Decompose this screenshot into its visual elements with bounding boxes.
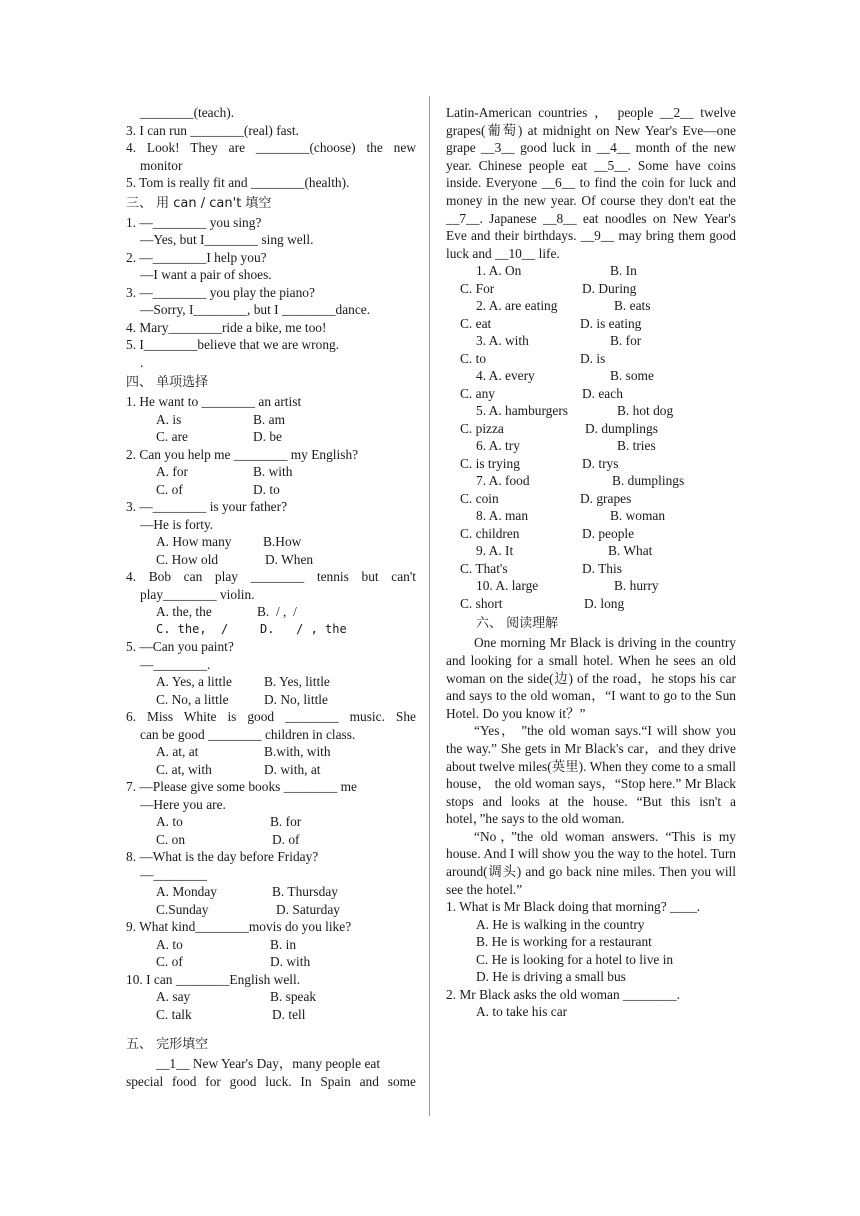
option-row: [126, 691, 416, 709]
option-a: 4. A. every: [476, 368, 535, 384]
option-a: A. to: [156, 936, 183, 952]
text-line: play________ violin.: [140, 586, 255, 602]
option-a: C. any: [460, 385, 495, 401]
option-row: [446, 437, 736, 455]
option-row: [126, 463, 416, 481]
text-line: 8. —What is the day before Friday?: [126, 849, 319, 864]
option-b: B. with: [253, 464, 293, 479]
option-row: [446, 315, 736, 333]
option-a: A. to: [156, 814, 183, 829]
option-row: [126, 411, 416, 429]
option-a: C. coin: [460, 490, 499, 506]
option-a: C.Sunday: [156, 901, 209, 917]
option-row: [126, 481, 416, 499]
option-row: [446, 280, 736, 298]
option-a: C. No, a little: [156, 691, 229, 707]
left-column: [126, 104, 416, 1090]
option-row: [446, 455, 736, 473]
text-line: 5. I________believe that we are wrong.: [126, 337, 340, 352]
text-line: B. He is working for a restaurant: [476, 934, 652, 950]
text-line: 4. Look! They are ________(choose) the new: [126, 140, 416, 155]
text-line: A. to take his car: [476, 1004, 568, 1020]
text-line: 1. He want to ________ an artist: [126, 394, 302, 409]
option-b: B. woman: [610, 508, 666, 524]
text-line: C. He is looking for a hotel to live in: [476, 951, 674, 967]
text-line: A. He is walking in the country: [476, 916, 645, 932]
text-line: __1__ New Year's Day，many people eat: [156, 1056, 381, 1071]
option-a: C. the, /: [156, 621, 229, 636]
text-line: 4. Bob can play ________ tennis but can't: [126, 569, 416, 584]
option-a: A. say: [156, 989, 191, 1004]
right-column: [446, 104, 736, 1021]
option-b: D. to: [253, 481, 280, 497]
option-a: A. Monday: [156, 884, 217, 899]
option-a: A. for: [156, 464, 188, 479]
passage-paragraph: “Yes， ”the old woman says.“I will show you the way.” She gets in Mr Black's car，and they drive about twelve miles(英里). When they come to a small house， the old woman says，“Stop here.” Mr Black stops and looks at the house. “But this isn't a hotel，”he says to the old woman.: [446, 723, 736, 827]
option-row: [126, 988, 416, 1006]
option-b: B. am: [253, 411, 285, 427]
option-row: [126, 673, 416, 691]
option-row: [126, 603, 416, 621]
text-line: 5. —Can you paint?: [126, 639, 234, 654]
text-line: 7. —Please give some books ________ me: [126, 779, 357, 794]
option-row: [446, 560, 736, 578]
text-line: 3. —________ is your father?: [126, 499, 288, 514]
option-b: D. When: [265, 551, 314, 567]
text-line: 3. —________ you play the piano?: [126, 284, 315, 300]
option-row: [446, 525, 736, 543]
option-b: D. with, at: [264, 761, 321, 777]
option-b: D. During: [582, 280, 637, 296]
option-row: [126, 831, 416, 849]
option-row: [446, 262, 736, 280]
option-a: C. pizza: [460, 420, 504, 436]
text-line: 4. Mary________ride a bike, me too!: [126, 319, 327, 335]
option-b: D. No, little: [264, 691, 328, 707]
option-b: B. dumplings: [612, 473, 685, 489]
option-row: [126, 936, 416, 954]
text-line: —Yes, but I________ sing well.: [140, 232, 314, 247]
text-line: can be good ________ children in class.: [140, 726, 356, 742]
option-b: D. trys: [582, 455, 619, 471]
text-line: 6. Miss White is good ________ music. She: [126, 709, 416, 724]
option-a: C. is trying: [460, 455, 520, 471]
option-b: B.with, with: [264, 744, 331, 759]
text-line: —Here you are.: [140, 796, 226, 812]
option-row: [126, 551, 416, 569]
option-row: [446, 297, 736, 315]
option-a: A. Yes, a little: [156, 674, 232, 689]
option-a: C. to: [460, 350, 487, 366]
text-line: 2. Can you help me ________ my English?: [126, 446, 359, 462]
text-line: ________(teach).: [140, 105, 235, 120]
option-b: B.How: [263, 534, 302, 549]
option-row: [446, 542, 736, 560]
option-a: 1. A. On: [476, 263, 522, 279]
option-b: B. for: [270, 814, 302, 829]
passage-paragraph: Latin-American countries ， people __2__ twelve grapes(葡萄) at midnight on New Year's Eve—one grape __3__ good luck in __4__ month of the new year. Chinese people eat __5__. Some have coins inside. Everyone __6__ to find the coin for luck and money in the new year. Of course they don't eat the __7__. Japanese __8__ eat noodles on New Year's Eve and their birthdays. __9__ may bring them good luck and __10__ life.: [446, 105, 736, 261]
option-a: C. of: [156, 481, 183, 497]
option-b: D. Saturday: [276, 901, 340, 917]
option-a: C. That's: [460, 560, 508, 576]
option-b: D. be: [253, 429, 283, 444]
option-row: [126, 901, 416, 919]
section-heading: 三、 用 can / can't 填空: [126, 195, 272, 211]
option-row: [446, 332, 736, 350]
text-line: —________.: [140, 656, 211, 672]
option-a: C. How old: [156, 551, 219, 567]
option-a: 7. A. food: [476, 473, 530, 489]
option-a: C. short: [460, 595, 503, 611]
option-b: D. people: [582, 525, 635, 541]
option-b: B. Yes, little: [264, 674, 330, 689]
option-a: 9. A. It: [476, 543, 514, 559]
option-row: [446, 385, 736, 403]
option-row: [126, 883, 416, 901]
text-line: 10. I can ________English well.: [126, 971, 301, 987]
passage-paragraph: “No，”the old woman answers. “This is my house. And I will show you the way to the hotel. Turn around(调头) and go back nine miles. Then you will see the hotel.”: [446, 828, 736, 897]
section-heading: 五、 完形填空: [126, 1037, 209, 1052]
option-a: C. of: [156, 954, 183, 969]
option-b: B. for: [610, 333, 642, 349]
text-line: 2. —________I help you?: [126, 249, 267, 265]
option-b: D. is eating: [580, 315, 642, 331]
option-row: [126, 743, 416, 761]
option-a: C. talk: [156, 1006, 192, 1022]
option-row: [446, 420, 736, 438]
option-b: D. dumplings: [585, 420, 658, 436]
option-b: D. of: [272, 831, 300, 847]
option-row: [446, 350, 736, 368]
option-row: [446, 595, 736, 613]
option-a: C. children: [460, 525, 520, 541]
option-b: B. Thursday: [272, 884, 338, 899]
option-row: [126, 428, 416, 446]
option-b: B. In: [610, 263, 637, 279]
option-b: B. hot dog: [617, 403, 674, 419]
option-a: 6. A. try: [476, 438, 520, 454]
text-line: 2. Mr Black asks the old woman ________.: [446, 986, 680, 1002]
option-b: D. tell: [272, 1006, 306, 1022]
option-b: B. speak: [270, 989, 317, 1004]
option-a: A. the, the: [156, 604, 212, 619]
text-line: —________: [140, 866, 207, 882]
option-b: B. / , /: [257, 604, 297, 619]
option-a: C. on: [156, 831, 186, 847]
option-a: 8. A. man: [476, 508, 529, 524]
option-a: C. are: [156, 429, 188, 444]
option-b: B. tries: [617, 438, 656, 454]
text-line: —Sorry, I________, but I ________dance.: [140, 302, 371, 317]
option-row: [446, 577, 736, 595]
option-b: D. grapes: [580, 490, 632, 506]
option-row: [446, 490, 736, 508]
option-a: A. is: [156, 411, 182, 427]
option-a: 10. A. large: [476, 578, 539, 594]
option-b: B. What: [608, 543, 653, 559]
text-line: monitor: [140, 157, 183, 173]
option-a: 2. A. are eating: [476, 298, 558, 314]
option-row: [126, 621, 416, 639]
option-row: [126, 1006, 416, 1024]
text-line: —I want a pair of shoes.: [140, 267, 272, 282]
option-a: C. eat: [460, 315, 492, 331]
text-line: .: [140, 354, 144, 370]
option-row: [446, 367, 736, 385]
option-row: [126, 761, 416, 779]
option-b: D. is: [580, 350, 606, 366]
option-b: D. This: [582, 560, 622, 576]
text-line: 9. What kind________movis do you like?: [126, 919, 352, 934]
option-b: B. eats: [614, 298, 651, 314]
option-b: B. in: [270, 936, 297, 952]
option-row: [446, 507, 736, 525]
option-a: C. at, with: [156, 761, 212, 777]
text-line: 3. I can run ________(real) fast.: [126, 122, 299, 138]
option-row: [446, 472, 736, 490]
text-line: 5. Tom is really fit and ________(health).: [126, 175, 350, 190]
option-b: D. long: [584, 595, 625, 611]
option-row: [446, 402, 736, 420]
text-line: 1. What is Mr Black doing that morning? ____.: [446, 899, 701, 915]
option-row: [126, 813, 416, 831]
option-a: A. at, at: [156, 744, 199, 759]
option-a: 5. A. hamburgers: [476, 403, 568, 419]
option-b: D. each: [582, 385, 623, 401]
option-b: D. / , the: [260, 621, 347, 636]
option-a: C. For: [460, 280, 495, 296]
section-heading: 四、 单项选择: [126, 375, 209, 390]
option-row: [126, 953, 416, 971]
text-line: D. He is driving a small bus: [476, 969, 626, 985]
text-line: 1. —________ you sing?: [126, 214, 262, 230]
option-b: B. hurry: [614, 578, 659, 594]
option-b: B. some: [610, 368, 654, 384]
option-a: 3. A. with: [476, 333, 529, 349]
text-line: special food for good luck. In Spain and some: [126, 1073, 416, 1089]
option-b: D. with: [270, 954, 311, 969]
text-line: —He is forty.: [140, 516, 214, 532]
column-divider: [429, 96, 430, 1116]
section-heading: 六、 阅读理解: [476, 616, 559, 632]
option-a: A. How many: [156, 534, 232, 549]
passage-paragraph: One morning Mr Black is driving in the country and looking for a small hotel. When he sees an old woman on the side(边) of the road，he stops his car and says to the old woman，“I want to go to the Sun Hotel. Do you know it？”: [446, 635, 736, 721]
option-row: [126, 533, 416, 551]
